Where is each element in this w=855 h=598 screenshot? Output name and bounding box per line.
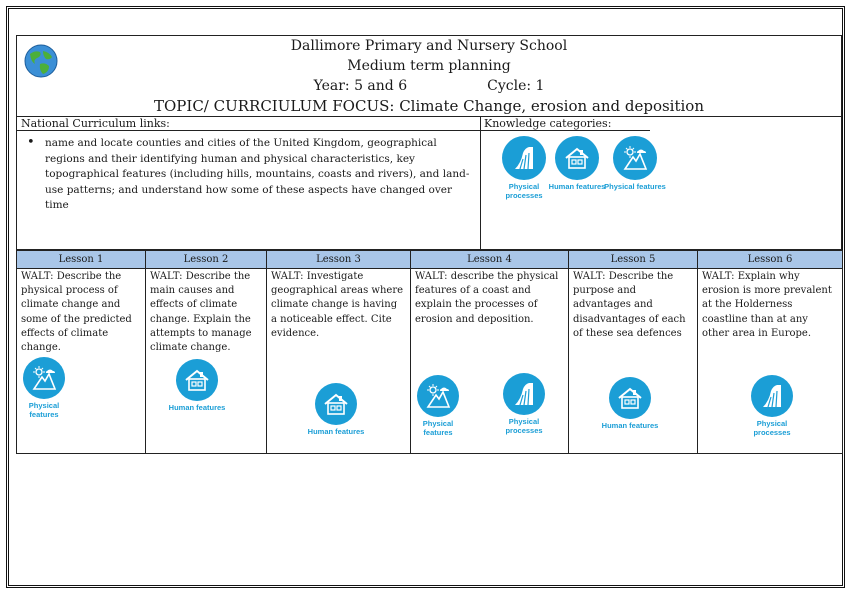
lesson-walt: WALT: Describe the main causes and effects of climate change. Explain the attempts to manage climate change. xyxy=(150,271,252,354)
lesson-category xyxy=(743,375,801,437)
lesson-category xyxy=(307,383,365,436)
curriculum-text: • name and locate counties and cities of the United Kingdom, geographical regions and their identifying human and physical characteristics, key topographical features (including hills, mountains, coasts and rivers), and land-use patterns; and understand how some of these aspects have changed over time xyxy=(17,131,480,214)
house-icon xyxy=(555,136,599,180)
lesson-category xyxy=(409,375,467,437)
icon-caption: Physical features xyxy=(422,419,454,437)
curriculum-section xyxy=(16,116,842,250)
lesson-category xyxy=(495,373,553,435)
icon-caption: Physical processes xyxy=(753,419,791,437)
year-label: Year: 5 and 6 xyxy=(313,78,408,94)
lesson-cell xyxy=(17,269,146,454)
lesson-walt: WALT: describe the physical features of a coast and explain the processes of erosion and deposition. xyxy=(415,271,559,325)
mountain-sun-icon xyxy=(417,375,459,417)
lesson-category xyxy=(601,377,659,430)
icon-caption: Human features xyxy=(601,421,659,430)
icon-caption: Human features xyxy=(168,403,226,412)
lesson-walt: WALT: Explain why erosion is more prevalent at the Holderness coastline than at any other area in Europe. xyxy=(702,271,832,339)
mountain-sun-icon xyxy=(23,357,65,399)
knowledge-category xyxy=(603,136,667,191)
header-box xyxy=(16,35,842,117)
waterfall-icon xyxy=(502,136,546,180)
lesson-cell xyxy=(267,269,411,454)
lesson-cell xyxy=(569,269,698,454)
topic-title: TOPIC/ CURRCIULUM FOCUS: Climate Change, erosion and deposition xyxy=(154,97,704,115)
plan-subtitle: Medium term planning xyxy=(347,58,511,74)
waterfall-icon xyxy=(503,373,545,415)
lesson-cell xyxy=(146,269,267,454)
icon-caption: Physical features xyxy=(28,401,60,419)
curriculum-heading: National Curriculum links: xyxy=(17,116,480,131)
lessons-table xyxy=(16,250,843,454)
knowledge-category xyxy=(545,136,609,191)
icon-caption: Human features xyxy=(548,182,606,191)
lesson-heading: Lesson 6 xyxy=(698,251,843,269)
lesson-heading: Lesson 4 xyxy=(411,251,569,269)
lesson-category xyxy=(168,359,226,412)
lesson-heading: Lesson 1 xyxy=(17,251,146,269)
cycle-label: Cycle: 1 xyxy=(487,78,545,94)
school-name: Dallimore Primary and Nursery School xyxy=(290,38,568,54)
house-icon xyxy=(609,377,651,419)
lesson-category xyxy=(15,357,73,419)
knowledge-heading: Knowledge categories: xyxy=(480,116,650,131)
lesson-heading: Lesson 5 xyxy=(569,251,698,269)
lesson-cell xyxy=(411,269,569,454)
mountain-sun-icon xyxy=(613,136,657,180)
icon-caption: Human features xyxy=(307,427,365,436)
lesson-walt: WALT: Describe the purpose and advantages and disadvantages of each of these sea defences xyxy=(573,271,686,339)
icon-caption: Physical processes xyxy=(505,417,543,435)
icon-caption: Physical processes xyxy=(505,182,543,200)
house-icon xyxy=(315,383,357,425)
icon-caption: Physical features xyxy=(604,182,666,191)
lesson-heading: Lesson 3 xyxy=(267,251,411,269)
lesson-walt: WALT: Investigate geographical areas where climate change is having a noticeable effect. Cite evidence. xyxy=(271,271,404,339)
lesson-heading: Lesson 2 xyxy=(146,251,267,269)
house-icon xyxy=(176,359,218,401)
lesson-walt: WALT: Describe the physical process of climate change and some of the predicted effects of climate change. xyxy=(21,271,132,354)
waterfall-icon xyxy=(751,375,793,417)
lesson-cell xyxy=(698,269,843,454)
